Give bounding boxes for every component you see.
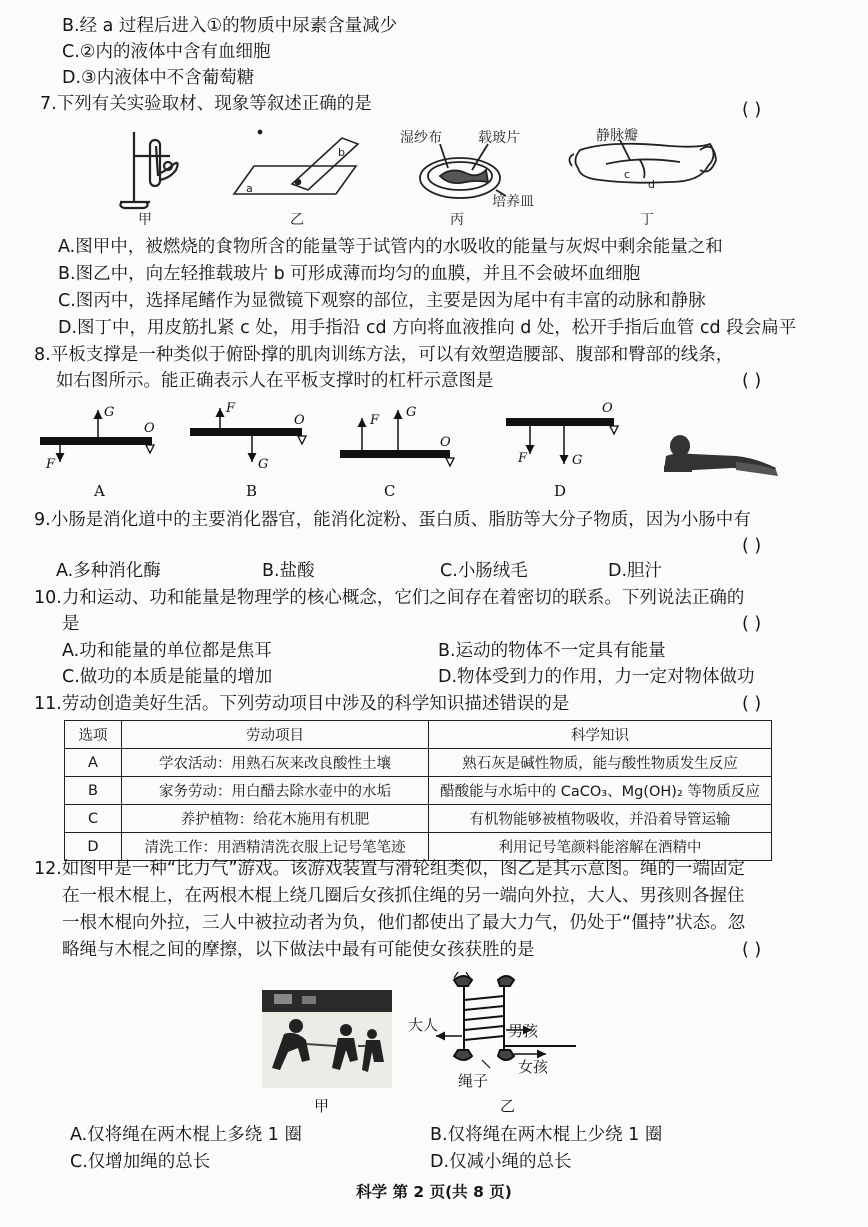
q7-fig-jia-apparatus [120, 132, 178, 208]
q9-answer-paren: ( ) [742, 536, 762, 556]
q11-answer-paren: ( ) [742, 694, 762, 714]
svg-text:F: F [370, 413, 380, 428]
q8-answer-paren: ( ) [742, 371, 762, 391]
q12-fig-yi-label: 乙 [500, 1097, 516, 1115]
q7-fig-bing-petri-dish: 培养皿 [492, 194, 534, 210]
q12-option-a: A.仅将绳在两木棍上多绕 1 圈 [70, 1125, 302, 1145]
q7-option-b: B.图乙中，向左轻推载玻片 b 可形成薄而均匀的血膜，并且不会破坏血细胞 [58, 264, 641, 284]
q11-row-a-option: A [65, 749, 122, 777]
q7-fig-ding-label: 丁 [640, 212, 654, 228]
page-footer: 科学 第 2 页(共 8 页) [356, 1183, 512, 1201]
svg-text:O: O [294, 413, 305, 428]
q12-label-girl: 女孩 [518, 1058, 549, 1076]
q8-diagram-d [506, 401, 618, 500]
q11-table-header [65, 721, 772, 749]
q11-row-d-knowledge: 利用记号笔颜料能溶解在酒精中 [429, 833, 772, 861]
q9-option-b: B.盐酸 [262, 561, 315, 581]
q6-option-c: C.②内的液体中含有血细胞 [62, 42, 271, 62]
q12-option-c: C.仅增加绳的总长 [70, 1152, 211, 1172]
q12-stem-line1: 12.如图甲是一种“比力气”游戏。该游戏装置与滑轮组类似，图乙是其示意图。绳的一端固定 [34, 859, 745, 879]
q9-option-c: C.小肠绒毛 [440, 561, 528, 581]
q8-diagram-b [190, 401, 306, 500]
q10-option-b: B.运动的物体不一定具有能量 [438, 641, 666, 661]
q12-label-adult: 大人 [408, 1016, 439, 1034]
q11-header-knowledge: 科学知识 [429, 721, 772, 749]
q11-row-c-option: C [65, 805, 122, 833]
q8-diagram-a [40, 405, 155, 500]
q8-lever-diagrams [36, 398, 806, 502]
q7-stem: 7.下列有关实验取材、现象等叙述正确的是 [40, 94, 372, 114]
svg-text:O: O [440, 435, 451, 450]
q11-row-b-option: B [65, 777, 122, 805]
q12-stem-line2: 在一根木棍上，在两根木棍上绕几圈后女孩抓住绳的另一端向外拉，大人、男孩则各握住 [62, 886, 745, 906]
q12-stem-line4: 略绳与木棍之间的摩擦，以下做法中最有可能使女孩获胜的是 [62, 940, 535, 960]
q12-photo-jia [262, 990, 392, 1088]
q7-fig-jia-label: 甲 [138, 212, 152, 228]
q7-fig-ding-arm [569, 140, 716, 183]
q7-fig-yi-label: 乙 [290, 212, 304, 228]
q11-row-d-project: 清洗工作：用酒精清洗衣服上记号笔笔迹 [122, 833, 429, 861]
svg-text:G: G [104, 405, 115, 420]
q7-fig-yi-b: b [338, 146, 345, 159]
q10-answer-paren: ( ) [742, 614, 762, 634]
table-row [65, 777, 772, 805]
svg-text:O: O [144, 421, 155, 436]
q7-answer-paren: ( ) [742, 100, 762, 120]
q7-fig-bing-cover-slip: 载玻片 [478, 130, 520, 146]
q12-label-boy: 男孩 [508, 1022, 539, 1040]
q8-stem-line1: 8.平板支撑是一种类似于俯卧撑的肌肉训练方法，可以有效塑造腰部、腹部和臀部的线条， [34, 345, 734, 365]
q10-stem-line1: 10.力和运动、功和能量是物理学的核心概念，它们之间存在着密切的联系。下列说法正确的 [34, 588, 745, 608]
svg-text:G: G [572, 453, 583, 468]
q8-diagram-c [340, 405, 454, 500]
q8-label-c: C [384, 482, 396, 500]
q8-label-d: D [554, 482, 567, 500]
svg-text:F: F [46, 457, 56, 472]
q9-stem: 9.小肠是消化道中的主要消化器官，能消化淀粉、蛋白质、脂肪等大分子物质，因为小肠中有 [34, 510, 751, 530]
q7-fig-bing-label: 丙 [450, 212, 464, 228]
table-row [65, 805, 772, 833]
q7-fig-yi-a: a [246, 182, 253, 195]
q11-header-option: 选项 [65, 721, 122, 749]
q8-stem-line2: 如右图所示。能正确表示人在平板支撑时的杠杆示意图是 [56, 371, 494, 391]
svg-text:F: F [226, 401, 236, 416]
q12-answer-paren: ( ) [742, 940, 762, 960]
q8-label-b: B [246, 482, 258, 500]
q11-row-a-project: 学农活动：用熟石灰来改良酸性土壤 [122, 749, 429, 777]
q7-option-c: C.图丙中，选择尾鳍作为显微镜下观察的部位，主要是因为尾中有丰富的动脉和静脉 [58, 291, 706, 311]
q7-fig-bing-dish [420, 144, 506, 198]
q10-option-a: A.功和能量的单位都是焦耳 [62, 641, 272, 661]
q6-option-d: D.③内液体中不含葡萄糖 [62, 68, 255, 88]
q11-stem: 11.劳动创造美好生活。下列劳动项目中涉及的科学知识描述错误的是 [34, 694, 570, 714]
q12-stem-line3: 一根木棍向外拉，三人中被拉动者为负，他们都使出了最大力气，仍处于“僵持”状态。忽 [62, 913, 746, 933]
q7-fig-ding-vein-valve: 静脉瓣 [596, 128, 638, 144]
q10-stem-line2: 是 [62, 614, 80, 634]
q9-option-d: D.胆汁 [608, 561, 663, 581]
q9-option-a: A.多种消化酶 [56, 561, 161, 581]
q8-plank-photo [664, 435, 778, 476]
q7-fig-ding-c: c [624, 168, 631, 181]
q12-option-d: D.仅减小绳的总长 [430, 1152, 572, 1172]
q11-row-b-knowledge: 醋酸能与水垢中的 CaCO₃、Mg(OH)₂ 等物质反应 [429, 777, 772, 805]
q12-option-b: B.仅将绳在两木棍上少绕 1 圈 [430, 1125, 663, 1145]
svg-text:O: O [602, 401, 613, 416]
q11-row-c-project: 养护植物：给花木施用有机肥 [122, 805, 429, 833]
q12-label-rope: 绳子 [458, 1072, 489, 1090]
q11-row-b-project: 家务劳动：用白醋去除水壶中的水垢 [122, 777, 429, 805]
q10-option-c: C.做功的本质是能量的增加 [62, 667, 273, 687]
q7-fig-bing-wet-gauze: 湿纱布 [400, 130, 442, 146]
q7-figures [110, 120, 750, 232]
svg-text:G: G [258, 457, 269, 472]
svg-text:G: G [406, 405, 417, 420]
q11-header-project: 劳动项目 [122, 721, 429, 749]
q12-fig-jia-label: 甲 [314, 1097, 330, 1115]
q7-option-a: A.图甲中，被燃烧的食物所含的能量等于试管内的水吸收的能量与灰烬中剩余能量之和 [58, 237, 723, 257]
q7-fig-ding-d: d [648, 178, 655, 191]
q7-option-d: D.图丁中，用皮筋扎紧 c 处，用手指沿 cd 方向将血液推向 d 处，松开手指后血管 cd 段会扁平 [58, 318, 797, 338]
table-row [65, 749, 772, 777]
q11-row-c-knowledge: 有机物能够被植物吸收，并沿着导管运输 [429, 805, 772, 833]
q11-table [64, 720, 772, 861]
svg-text:F: F [518, 451, 528, 466]
q11-row-d-option: D [65, 833, 122, 861]
q8-label-a: A [94, 482, 105, 500]
q10-option-d: D.物体受到力的作用，力一定对物体做功 [438, 667, 755, 687]
q11-row-a-knowledge: 熟石灰是碱性物质，能与酸性物质发生反应 [429, 749, 772, 777]
q6-option-b: B.经 a 过程后进入①的物质中尿素含量减少 [62, 16, 398, 36]
